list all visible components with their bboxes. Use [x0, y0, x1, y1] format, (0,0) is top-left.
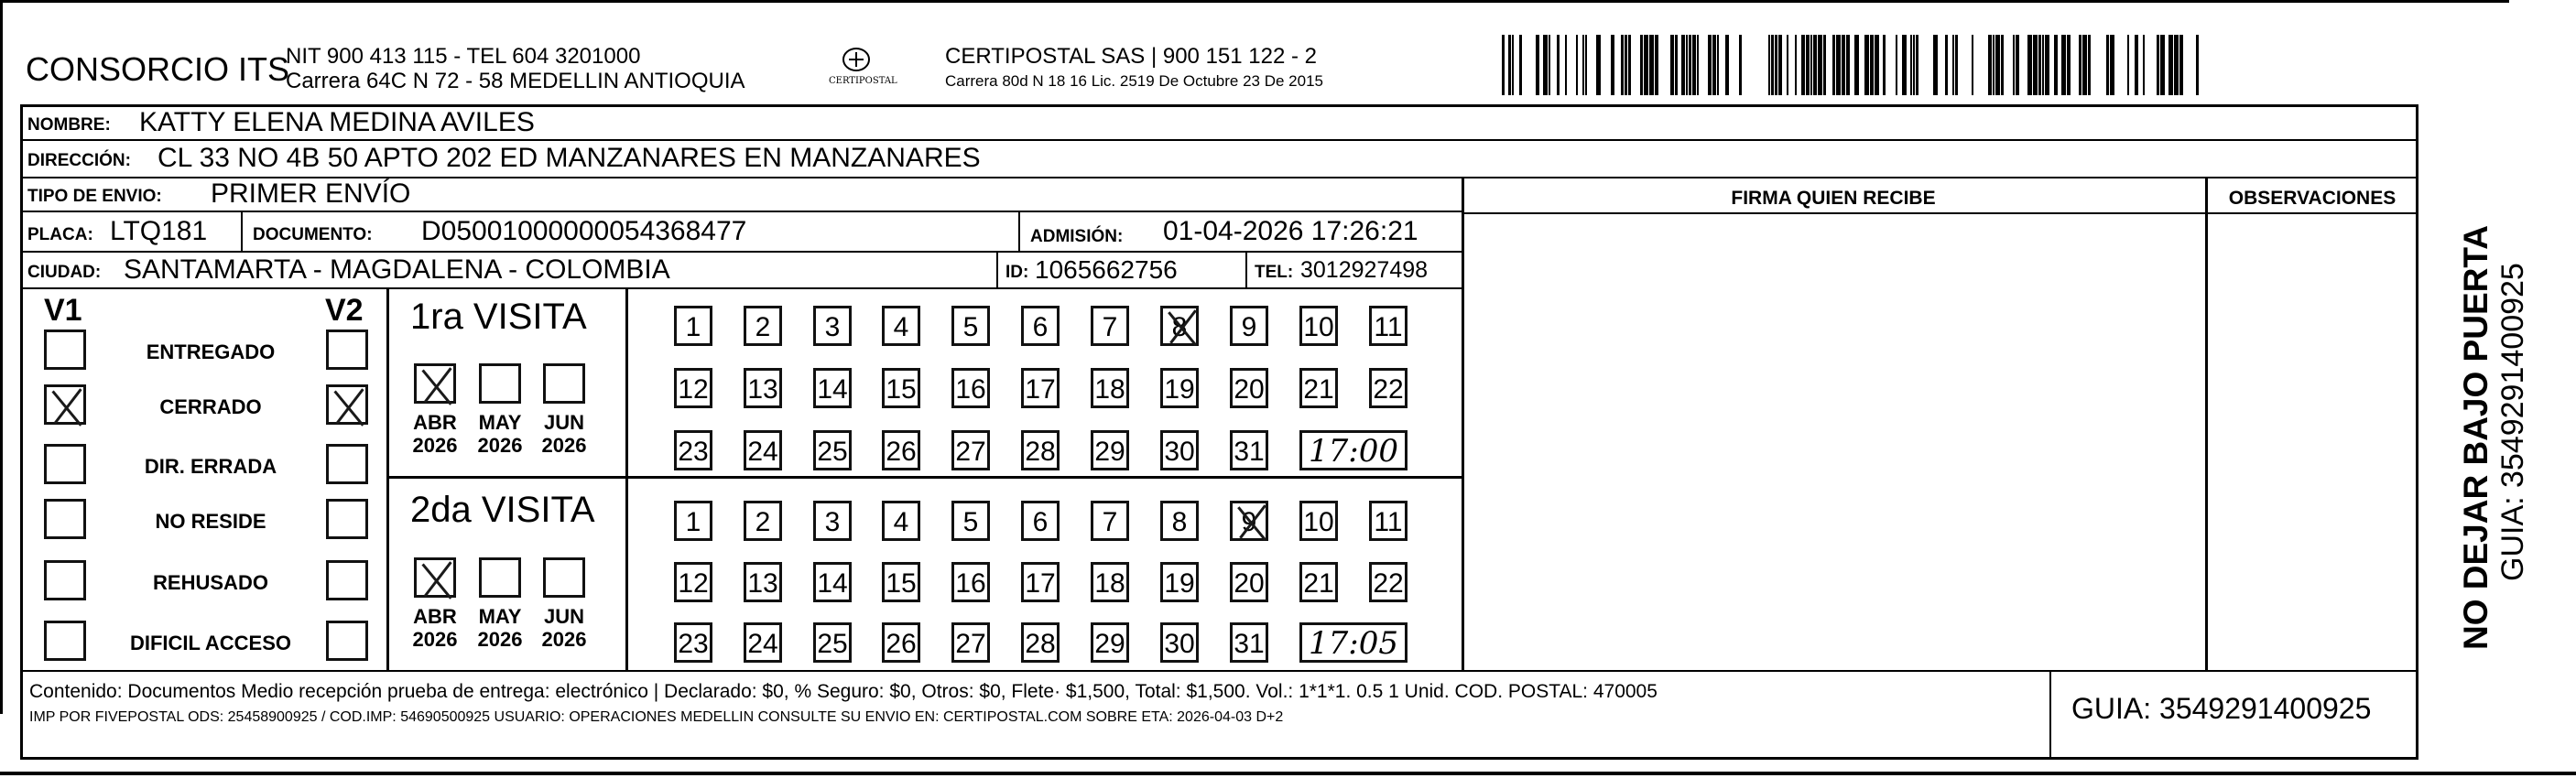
table-bottom	[20, 757, 2418, 760]
status-v1-checkbox[interactable]	[44, 499, 86, 539]
status-v1-checkbox[interactable]	[44, 384, 86, 425]
status-v1-checkbox[interactable]	[44, 621, 86, 661]
visit2-day-box[interactable]: 4	[882, 501, 920, 541]
footer-guia-sep	[2049, 671, 2051, 759]
visit1-day-box[interactable]: 19	[1160, 368, 1199, 408]
visit2-day-box[interactable]: 30	[1160, 622, 1199, 663]
visit1-day-box[interactable]: 4	[882, 306, 920, 346]
visit2-day-box[interactable]: 16	[951, 562, 990, 602]
col-obs-left	[2205, 177, 2208, 671]
placa-value: LTQ181	[110, 216, 208, 246]
visit1-day-box[interactable]: 1	[674, 306, 712, 346]
visit1-day-box[interactable]: 20	[1230, 368, 1268, 408]
visit2-day-box[interactable]: 31	[1230, 622, 1268, 663]
status-divider	[386, 287, 389, 670]
row-sep	[20, 211, 1463, 212]
visit1-day-box[interactable]: 28	[1021, 430, 1060, 470]
visit1-day-box[interactable]: 17	[1021, 368, 1060, 408]
company-nit: NIT 900 413 115 - TEL 604 3201000	[286, 44, 641, 69]
left-border	[0, 0, 3, 714]
visit2-month-checkbox[interactable]	[479, 557, 521, 598]
row-sep	[20, 139, 2418, 141]
visit2-day-box[interactable]: 2	[744, 501, 782, 541]
visit1-day-box[interactable]: 5	[951, 306, 990, 346]
visit1-day-box[interactable]: 29	[1091, 430, 1129, 470]
visit2-day-box[interactable]: 24	[744, 622, 782, 663]
visit2-month-label: MAY 2026	[477, 605, 523, 652]
status-v2-checkbox[interactable]	[326, 560, 368, 600]
visit1-day-box[interactable]: 3	[813, 306, 852, 346]
visit1-day-box[interactable]: 12	[674, 368, 712, 408]
visit1-day-box[interactable]: 16	[951, 368, 990, 408]
visit-month-divider	[625, 287, 628, 670]
status-v2-checkbox[interactable]	[326, 621, 368, 661]
visit2-day-box[interactable]: 18	[1091, 562, 1129, 602]
id-label: ID:	[1005, 263, 1029, 282]
visit2-title: 2da VISITA	[410, 490, 595, 530]
status-v2-checkbox[interactable]	[326, 330, 368, 370]
visit-separator	[386, 476, 1463, 479]
side-guia: GUIA: 3549291400925	[2495, 263, 2530, 581]
visit1-month-checkbox[interactable]	[543, 363, 585, 404]
visit1-day-box[interactable]: 24	[744, 430, 782, 470]
visit1-day-box[interactable]: 8	[1160, 306, 1199, 346]
visit1-day-box[interactable]: 30	[1160, 430, 1199, 470]
visit2-day-box[interactable]: 27	[951, 622, 990, 663]
footer-contenido: Contenido: Documentos Medio recepción prueba de entrega: electrónico | Declarado: $0, % Seguro: $0, Otros: $0, Flete· $1,500, Total: $1,500. Vol.: 1*1*1. 0.5 1 Unid. COD. POSTAL: 470005	[29, 681, 1658, 702]
observaciones-header: OBSERVACIONES	[2228, 188, 2397, 209]
visit2-day-box[interactable]: 1	[674, 501, 712, 541]
visit1-month-label: ABR 2026	[412, 411, 458, 458]
visit1-day-box[interactable]: 7	[1091, 306, 1129, 346]
col-header-bottom	[1462, 212, 2418, 214]
top-border	[0, 0, 2509, 3]
visit2-day-box[interactable]: 21	[1299, 562, 1338, 602]
visit1-day-box[interactable]: 22	[1369, 368, 1408, 408]
ciudad-value: SANTAMARTA - MAGDALENA - COLOMBIA	[124, 254, 670, 285]
side-no-dejar: NO DEJAR BAJO PUERTA	[2457, 225, 2494, 650]
visit1-day-box[interactable]: 15	[882, 368, 920, 408]
visit1-month-label: MAY 2026	[477, 411, 523, 458]
visit1-day-box[interactable]: 14	[813, 368, 852, 408]
visit2-day-box[interactable]: 13	[744, 562, 782, 602]
placa-sep	[241, 211, 243, 252]
documento-value: D05001000000054368477	[421, 216, 747, 246]
visit2-day-box[interactable]: 12	[674, 562, 712, 602]
visit2-day-box[interactable]: 22	[1369, 562, 1408, 602]
table-left	[20, 104, 23, 760]
visit2-day-box[interactable]: 28	[1021, 622, 1060, 663]
visit2-day-box[interactable]: 23	[674, 622, 712, 663]
v2-header: V2	[325, 293, 364, 328]
admision-label: ADMISIÓN:	[1030, 227, 1124, 246]
company-name: CONSORCIO ITS	[26, 50, 290, 88]
visit2-day-box[interactable]: 9	[1230, 501, 1268, 541]
visit2-month-checkbox[interactable]	[543, 557, 585, 598]
col-firma-left	[1462, 177, 1464, 671]
status-v1-checkbox[interactable]	[44, 444, 86, 484]
tipo-envio-value: PRIMER ENVÍO	[211, 178, 411, 209]
visit2-day-box[interactable]: 25	[813, 622, 852, 663]
visit1-month-checkbox[interactable]	[479, 363, 521, 404]
id-sep	[996, 252, 998, 288]
ciudad-label: CIUDAD:	[27, 263, 102, 282]
visit1-day-box[interactable]: 9	[1230, 306, 1268, 346]
status-v2-checkbox[interactable]	[326, 499, 368, 539]
tel-value: 3012927498	[1300, 257, 1429, 283]
barcode	[1502, 35, 2202, 95]
status-v1-checkbox[interactable]	[44, 560, 86, 600]
status-label: ENTREGADO	[146, 340, 276, 363]
status-label: NO RESIDE	[155, 510, 266, 533]
visit2-day-box[interactable]: 15	[882, 562, 920, 602]
status-label: CERRADO	[159, 395, 262, 418]
visit2-day-box[interactable]: 10	[1299, 501, 1338, 541]
visit2-day-box[interactable]: 5	[951, 501, 990, 541]
logo-caption: CERTIPOSTAL	[829, 76, 897, 86]
visit1-month-checkbox[interactable]	[414, 363, 456, 404]
visit2-day-box[interactable]: 17	[1021, 562, 1060, 602]
visit2-day-box[interactable]: 20	[1230, 562, 1268, 602]
visit2-day-box[interactable]: 29	[1091, 622, 1129, 663]
visit2-day-box[interactable]: 19	[1160, 562, 1199, 602]
visit1-day-box[interactable]: 13	[744, 368, 782, 408]
visit1-day-box[interactable]: 27	[951, 430, 990, 470]
bottom-border	[0, 772, 2576, 775]
admision-value: 01-04-2026 17:26:21	[1163, 216, 1418, 246]
visit2-month-checkbox[interactable]	[414, 557, 456, 598]
tel-label: TEL:	[1255, 263, 1294, 282]
status-v2-checkbox[interactable]	[326, 384, 368, 425]
visit2-day-box[interactable]: 11	[1369, 501, 1408, 541]
visit2-month-label: ABR 2026	[412, 605, 458, 652]
footer-guia: GUIA: 3549291400925	[2071, 692, 2372, 725]
status-v1-checkbox[interactable]	[44, 330, 86, 370]
visit2-month-label: JUN 2026	[541, 605, 587, 652]
status-label: REHUSADO	[153, 571, 268, 594]
status-label: DIR. ERRADA	[144, 455, 277, 478]
nombre-label: NOMBRE:	[27, 115, 111, 135]
visit1-day-box[interactable]: 10	[1299, 306, 1338, 346]
visit2-day-box[interactable]: 14	[813, 562, 852, 602]
visit1-time-box[interactable]: 17:00	[1299, 430, 1408, 470]
visit1-day-box[interactable]: 6	[1021, 306, 1060, 346]
direccion-value: CL 33 NO 4B 50 APTO 202 ED MANZANARES EN MANZANARES	[158, 143, 981, 173]
v1-header: V1	[44, 293, 82, 328]
visit1-day-box[interactable]: 18	[1091, 368, 1129, 408]
visit1-title: 1ra VISITA	[410, 297, 587, 337]
visit1-day-box[interactable]: 11	[1369, 306, 1408, 346]
visit2-day-box[interactable]: 3	[813, 501, 852, 541]
admision-sep	[1018, 211, 1020, 252]
carrier-name: CERTIPOSTAL SAS | 900 151 122 - 2	[945, 44, 1317, 69]
visit1-day-box[interactable]: 31	[1230, 430, 1268, 470]
placa-label: PLACA:	[27, 225, 93, 244]
id-value: 1065662756	[1035, 255, 1178, 284]
nombre-value: KATTY ELENA MEDINA AVILES	[139, 107, 535, 137]
visit2-day-box[interactable]: 6	[1021, 501, 1060, 541]
certipostal-logo-icon	[824, 41, 888, 96]
status-v2-checkbox[interactable]	[326, 444, 368, 484]
firma-header: FIRMA QUIEN RECIBE	[1731, 188, 1936, 209]
visit2-day-box[interactable]: 8	[1160, 501, 1199, 541]
visit2-time-box[interactable]: 17:05	[1299, 622, 1408, 663]
visit1-day-box[interactable]: 23	[674, 430, 712, 470]
carrier-license: Carrera 80d N 18 16 Lic. 2519 De Octubre 23 De 2015	[945, 72, 1323, 90]
visit2-day-box[interactable]: 7	[1091, 501, 1129, 541]
tipo-envio-label: TIPO DE ENVIO:	[27, 187, 162, 206]
documento-label: DOCUMENTO:	[253, 225, 373, 244]
company-address: Carrera 64C N 72 - 58 MEDELLIN ANTIOQUIA	[286, 69, 745, 93]
footer-imp: IMP POR FIVEPOSTAL ODS: 25458900925 / COD.IMP: 54690500925 USUARIO: OPERACIONES MEDELLIN CONSULTE SU ENVIO EN: CERTIPOSTAL.COM SOBRE ETA: 2026-04-03 D+2	[29, 709, 1284, 725]
visit1-day-box[interactable]: 2	[744, 306, 782, 346]
visit1-day-box[interactable]: 26	[882, 430, 920, 470]
row-sep	[20, 670, 2418, 672]
direccion-label: DIRECCIÓN:	[27, 151, 131, 170]
visit1-month-label: JUN 2026	[541, 411, 587, 458]
status-label: DIFICIL ACCESO	[129, 632, 291, 654]
tel-sep	[1245, 252, 1247, 288]
visit1-day-box[interactable]: 21	[1299, 368, 1338, 408]
visit2-day-box[interactable]: 26	[882, 622, 920, 663]
visit1-day-box[interactable]: 25	[813, 430, 852, 470]
